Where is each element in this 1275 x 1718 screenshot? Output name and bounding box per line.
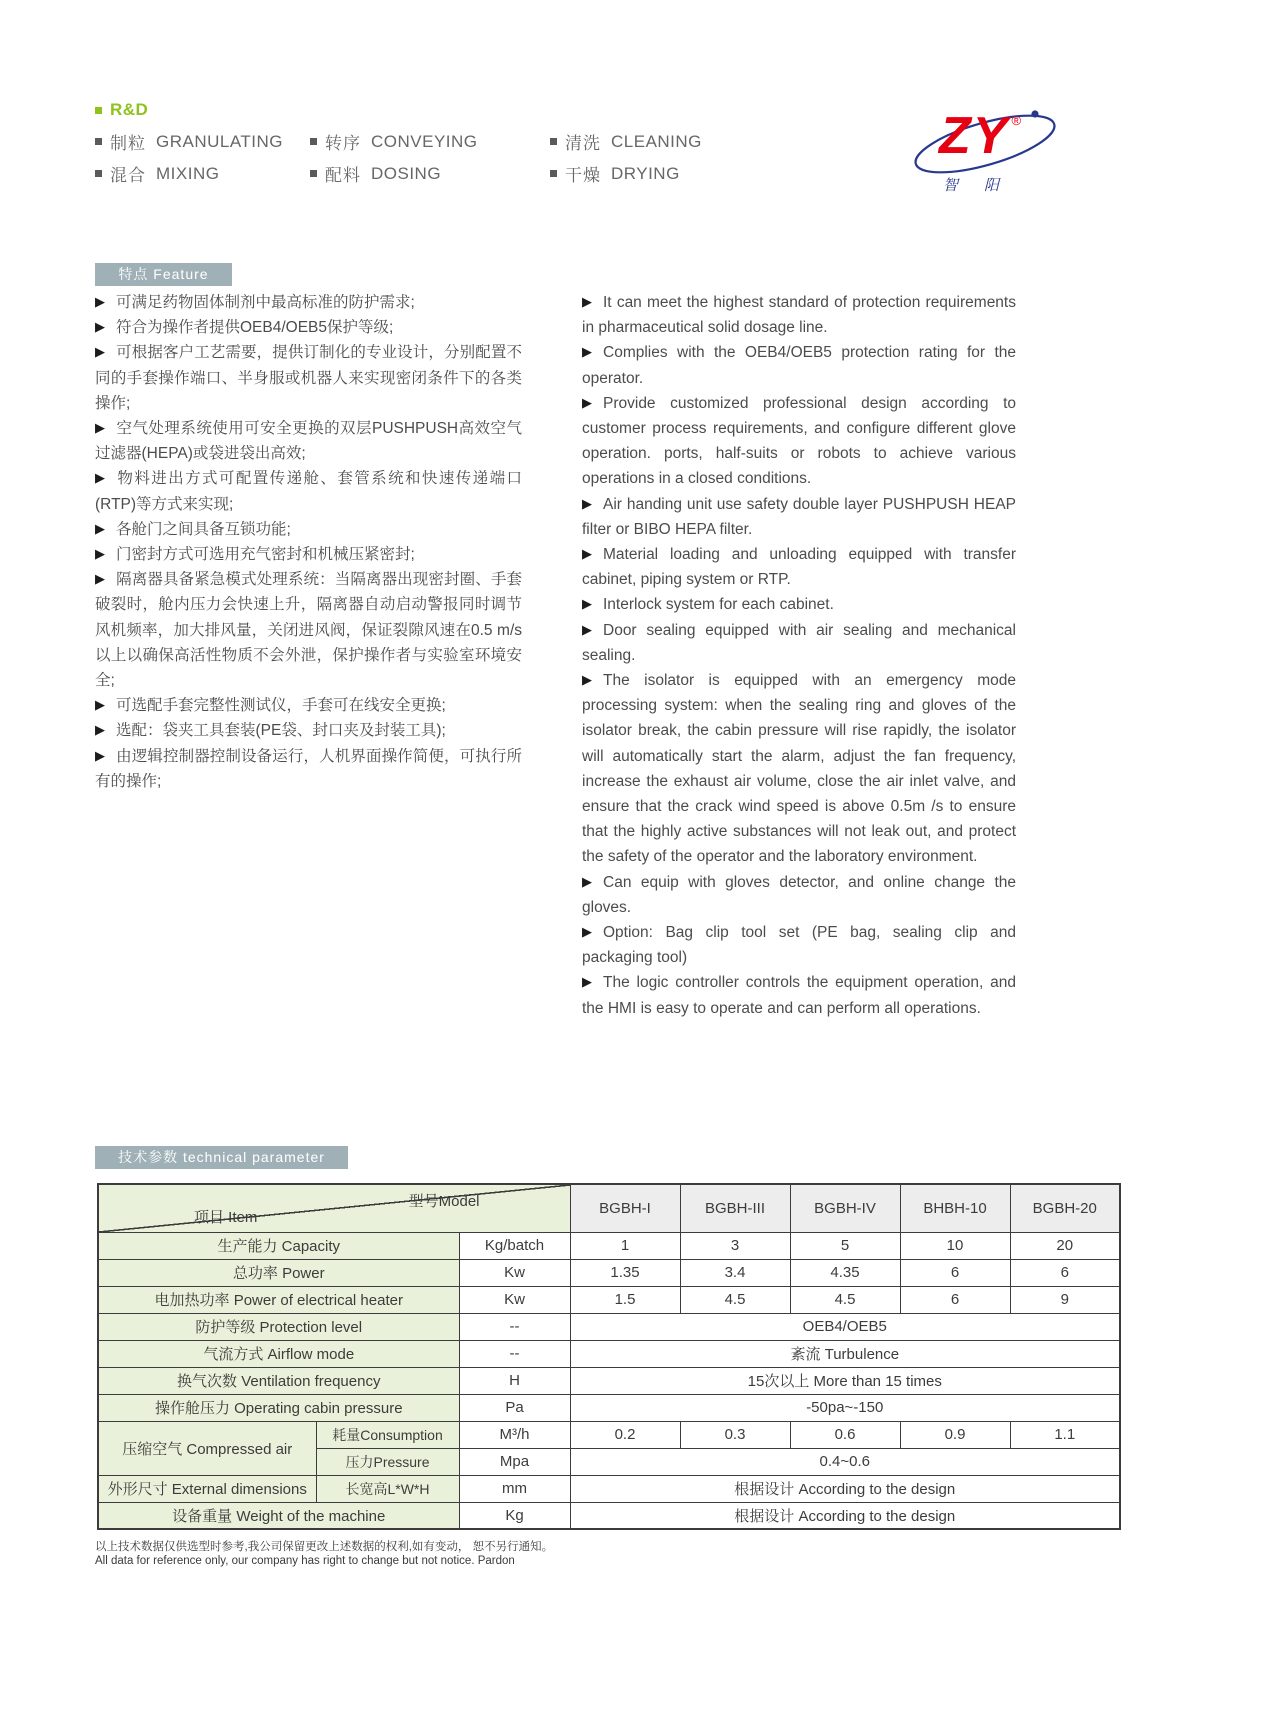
unit-cell: Kw: [459, 1286, 570, 1313]
value-cell: 3: [680, 1232, 790, 1259]
triangle-bullet-icon: ▶: [95, 722, 105, 738]
row-sub-label: 耗量Consumption: [316, 1421, 459, 1448]
value-cell-span: -50pa~-150: [570, 1394, 1120, 1421]
feature-columns: [95, 290, 1016, 1021]
unit-cell: Pa: [459, 1394, 570, 1421]
header: [95, 100, 770, 186]
triangle-bullet-icon: ▶: [582, 294, 592, 309]
category-en: CONVEYING: [371, 131, 478, 151]
feature-item-zh: ▶ 由逻辑控制器控制设备运行，人机界面操作简便，可执行所有的操作;: [95, 744, 522, 794]
feature-item-en: ▶ Option: Bag clip tool set (PE bag, sealing clip and packaging tool): [582, 920, 1016, 970]
triangle-bullet-icon: ▶: [582, 974, 592, 990]
feature-item-en: ▶ Interlock system for each cabinet.: [582, 592, 1016, 617]
category-columns: [95, 129, 770, 186]
unit-cell: Kw: [459, 1259, 570, 1286]
value-cell-span: OEB4/OEB5: [570, 1313, 1120, 1340]
category-dosing: [310, 161, 550, 186]
category-drying: [550, 161, 770, 186]
unit-cell: mm: [459, 1475, 570, 1502]
feature-item-zh: ▶ 可满足药物固体制剂中最高标准的防护需求;: [95, 290, 522, 315]
triangle-bullet-icon: ▶: [95, 520, 105, 536]
value-cell-span: 15次以上 More than 15 times: [570, 1367, 1120, 1394]
triangle-bullet-icon: ▶: [582, 873, 592, 889]
value-cell: 1: [570, 1232, 680, 1259]
square-bullet-icon: [550, 138, 557, 145]
feature-list-english: [582, 290, 1016, 1021]
row-group-label: 压缩空气 Compressed air: [98, 1421, 316, 1475]
value-cell: 20: [1010, 1232, 1120, 1259]
feature-item-en: ▶ Air handing unit use safety double layer PUSHPUSH HEAP filter or BIBO HEPA filter.: [582, 492, 1016, 542]
value-cell-span: 根据设计 According to the design: [570, 1502, 1120, 1529]
feature-item-en: ▶ The isolator is equipped with an emergency mode processing system: when the sealing ring and gloves of the isolator break, the cabin pressure will rise rapidly, the isolator will automatically start the alarm, adjust the fan frequency, increase the exhaust air volume, close the air inlet valve, and ensure that the crack wind speed is above 0.5m /s to ensure that the highly active substances will not leak out, and protect the safety of the operator and the laboratory environment.: [582, 668, 1016, 870]
triangle-bullet-icon: ▶: [95, 420, 105, 436]
category-en: DRYING: [611, 163, 680, 183]
category-zh: 制粒: [110, 134, 146, 153]
category-en: MIXING: [156, 163, 220, 183]
row-sub-label: 长宽高L*W*H: [316, 1475, 459, 1502]
technical-parameter-table: [97, 1183, 1121, 1530]
logo-chinese-name: 智阳: [943, 177, 1026, 194]
value-cell: 1.1: [1010, 1421, 1120, 1448]
row-sub-label: 压力Pressure: [316, 1448, 459, 1475]
green-square-bullet-icon: [95, 107, 102, 114]
triangle-bullet-icon: ▶: [95, 697, 105, 713]
category-en: CLEANING: [611, 131, 702, 151]
unit-cell: Mpa: [459, 1448, 570, 1475]
value-cell: 0.3: [680, 1421, 790, 1448]
registered-trademark-icon: ®: [1011, 113, 1022, 128]
category-mixing: [95, 161, 310, 186]
category-en: GRANULATING: [156, 131, 284, 151]
tech-section-heading: 技术参数 technical parameter: [95, 1146, 348, 1169]
unit-cell: Kg/batch: [459, 1232, 570, 1259]
feature-item-zh: ▶ 可选配手套完整性测试仪，手套可在线安全更换;: [95, 693, 522, 718]
model-header: BHBH-10: [900, 1184, 1010, 1232]
square-bullet-icon: [95, 138, 102, 145]
rd-label-row: [95, 100, 770, 120]
feature-item-zh: ▶ 隔离器具备紧急模式处理系统：当隔离器出现密封圈、手套破裂时，舱内压力会快速上升，隔离器自动启动警报同时调节风机频率，加大排风量，关闭进风阀，保证裂隙风速在0.5 m/s以上以确保高活性物质不会外泄，保护操作者与实验室环境安全;: [95, 567, 522, 693]
row-group-label: 外形尺寸 External dimensions: [98, 1475, 316, 1502]
value-cell: 0.2: [570, 1421, 680, 1448]
unit-cell: --: [459, 1340, 570, 1367]
feature-item-en: ▶ Can equip with gloves detector, and online change the gloves.: [582, 870, 1016, 920]
unit-cell: --: [459, 1313, 570, 1340]
value-cell: 10: [900, 1232, 1010, 1259]
model-header: BGBH-20: [1010, 1184, 1120, 1232]
logo-zy-text: ZY: [939, 107, 1010, 165]
value-cell: 4.5: [790, 1286, 900, 1313]
value-cell-span: 紊流 Turbulence: [570, 1340, 1120, 1367]
value-cell: 0.9: [900, 1421, 1010, 1448]
value-cell: 0.6: [790, 1421, 900, 1448]
value-cell: 9: [1010, 1286, 1120, 1313]
category-zh: 干燥: [565, 166, 601, 185]
row-label: 换气次数 Ventilation frequency: [98, 1367, 459, 1394]
feature-list-chinese: [95, 290, 522, 1021]
triangle-bullet-icon: ▶: [95, 546, 105, 562]
category-cleaning: [550, 129, 770, 154]
foot-notes: [95, 1540, 553, 1568]
table-corner-cell: [98, 1184, 570, 1232]
feature-item-zh: ▶ 可根据客户工艺需要，提供订制化的专业设计，分别配置不同的手套操作端口、半身服或机器人来实现密闭条件下的各类操作;: [95, 340, 522, 416]
triangle-bullet-icon: ▶: [582, 495, 592, 511]
row-label: 操作舱压力 Operating cabin pressure: [98, 1394, 459, 1421]
row-label: 气流方式 Airflow mode: [98, 1340, 459, 1367]
feature-item-en: ▶ Provide customized professional design according to customer process requirements, and configure different glove operation. ports, half-suits or robots to achieve various operations in a closed conditions.: [582, 391, 1016, 492]
feature-item-zh: ▶ 门密封方式可选用充气密封和机械压紧密封;: [95, 542, 522, 567]
feature-item-en: ▶ Door sealing equipped with air sealing and mechanical sealing.: [582, 618, 1016, 668]
category-granulating: [95, 129, 310, 154]
feature-item-zh: ▶ 各舱门之间具备互锁功能;: [95, 517, 522, 542]
feature-item-zh: ▶ 空气处理系统使用可安全更换的双层PUSHPUSH高效空气过滤器(HEPA)或袋进袋出高效;: [95, 416, 522, 466]
triangle-bullet-icon: ▶: [95, 470, 105, 486]
corner-model-label: 型号Model: [408, 1193, 480, 1210]
value-cell: 5: [790, 1232, 900, 1259]
triangle-bullet-icon: ▶: [95, 344, 105, 360]
row-label: 生产能力 Capacity: [98, 1232, 459, 1259]
triangle-bullet-icon: ▶: [95, 571, 105, 587]
feature-item-zh: ▶ 选配：袋夹工具套装(PE袋、封口夹及封装工具);: [95, 718, 522, 743]
triangle-bullet-icon: ▶: [582, 924, 592, 940]
triangle-bullet-icon: ▶: [582, 344, 592, 360]
value-cell-span: 根据设计 According to the design: [570, 1475, 1120, 1502]
unit-cell: H: [459, 1367, 570, 1394]
feature-item-en: ▶ Complies with the OEB4/OEB5 protection rating for the operator.: [582, 340, 1016, 390]
feature-item-zh: ▶ 物料进出方式可配置传递舱、套管系统和快速传递端口(RTP)等方式来实现;: [95, 466, 522, 516]
value-cell: 6: [900, 1259, 1010, 1286]
triangle-bullet-icon: ▶: [582, 546, 592, 562]
triangle-bullet-icon: ▶: [95, 294, 105, 309]
rd-label: R&D: [110, 100, 149, 119]
logo-text-wrap: [939, 107, 1022, 165]
square-bullet-icon: [310, 138, 317, 145]
row-label: 总功率 Power: [98, 1259, 459, 1286]
value-cell: 4.5: [680, 1286, 790, 1313]
foot-note-zh: 以上技术数据仅供选型时参考,我公司保留更改上述数据的权利,如有变动， 恕不另行通知。: [95, 1541, 554, 1553]
foot-note-en: All data for reference only, our company has right to change but not notice. Pardon: [95, 1555, 515, 1567]
category-zh: 转序: [325, 134, 361, 153]
category-zh: 配料: [325, 166, 361, 185]
square-bullet-icon: [95, 170, 102, 177]
row-label: 防护等级 Protection level: [98, 1313, 459, 1340]
feature-item-en: ▶ The logic controller controls the equipment operation, and the HMI is easy to operate and can perform all operations.: [582, 970, 1016, 1020]
category-zh: 混合: [110, 166, 146, 185]
value-cell: 6: [1010, 1259, 1120, 1286]
square-bullet-icon: [550, 170, 557, 177]
triangle-bullet-icon: ▶: [582, 596, 592, 612]
triangle-bullet-icon: ▶: [95, 747, 105, 763]
value-cell: 4.35: [790, 1259, 900, 1286]
category-conveying: [310, 129, 550, 154]
category-en: DOSING: [371, 163, 442, 183]
feature-item-en: ▶ Material loading and unloading equipped with transfer cabinet, piping system or RTP.: [582, 542, 1016, 592]
model-header: BGBH-IV: [790, 1184, 900, 1232]
model-header: BGBH-I: [570, 1184, 680, 1232]
value-cell: 3.4: [680, 1259, 790, 1286]
triangle-bullet-icon: ▶: [582, 394, 592, 410]
category-zh: 清洗: [565, 134, 601, 153]
feature-item-en: ▶ It can meet the highest standard of protection requirements in pharmaceutical solid dosage line.: [582, 290, 1016, 340]
feature-item-zh: ▶ 符合为操作者提供OEB4/OEB5保护等级;: [95, 315, 522, 340]
square-bullet-icon: [310, 170, 317, 177]
unit-cell: Kg: [459, 1502, 570, 1529]
value-cell: 1.5: [570, 1286, 680, 1313]
value-cell-span: 0.4~0.6: [570, 1448, 1120, 1475]
row-label: 电加热功率 Power of electrical heater: [98, 1286, 459, 1313]
company-logo: [905, 102, 1075, 202]
corner-item-label: 项目 Item: [194, 1208, 258, 1226]
model-header: BGBH-III: [680, 1184, 790, 1232]
triangle-bullet-icon: ▶: [582, 672, 592, 688]
feature-section-heading: 特点 Feature: [95, 263, 232, 286]
unit-cell: M³/h: [459, 1421, 570, 1448]
triangle-bullet-icon: ▶: [95, 319, 105, 335]
triangle-bullet-icon: ▶: [582, 621, 592, 637]
value-cell: 6: [900, 1286, 1010, 1313]
value-cell: 1.35: [570, 1259, 680, 1286]
row-label: 设备重量 Weight of the machine: [98, 1502, 459, 1529]
